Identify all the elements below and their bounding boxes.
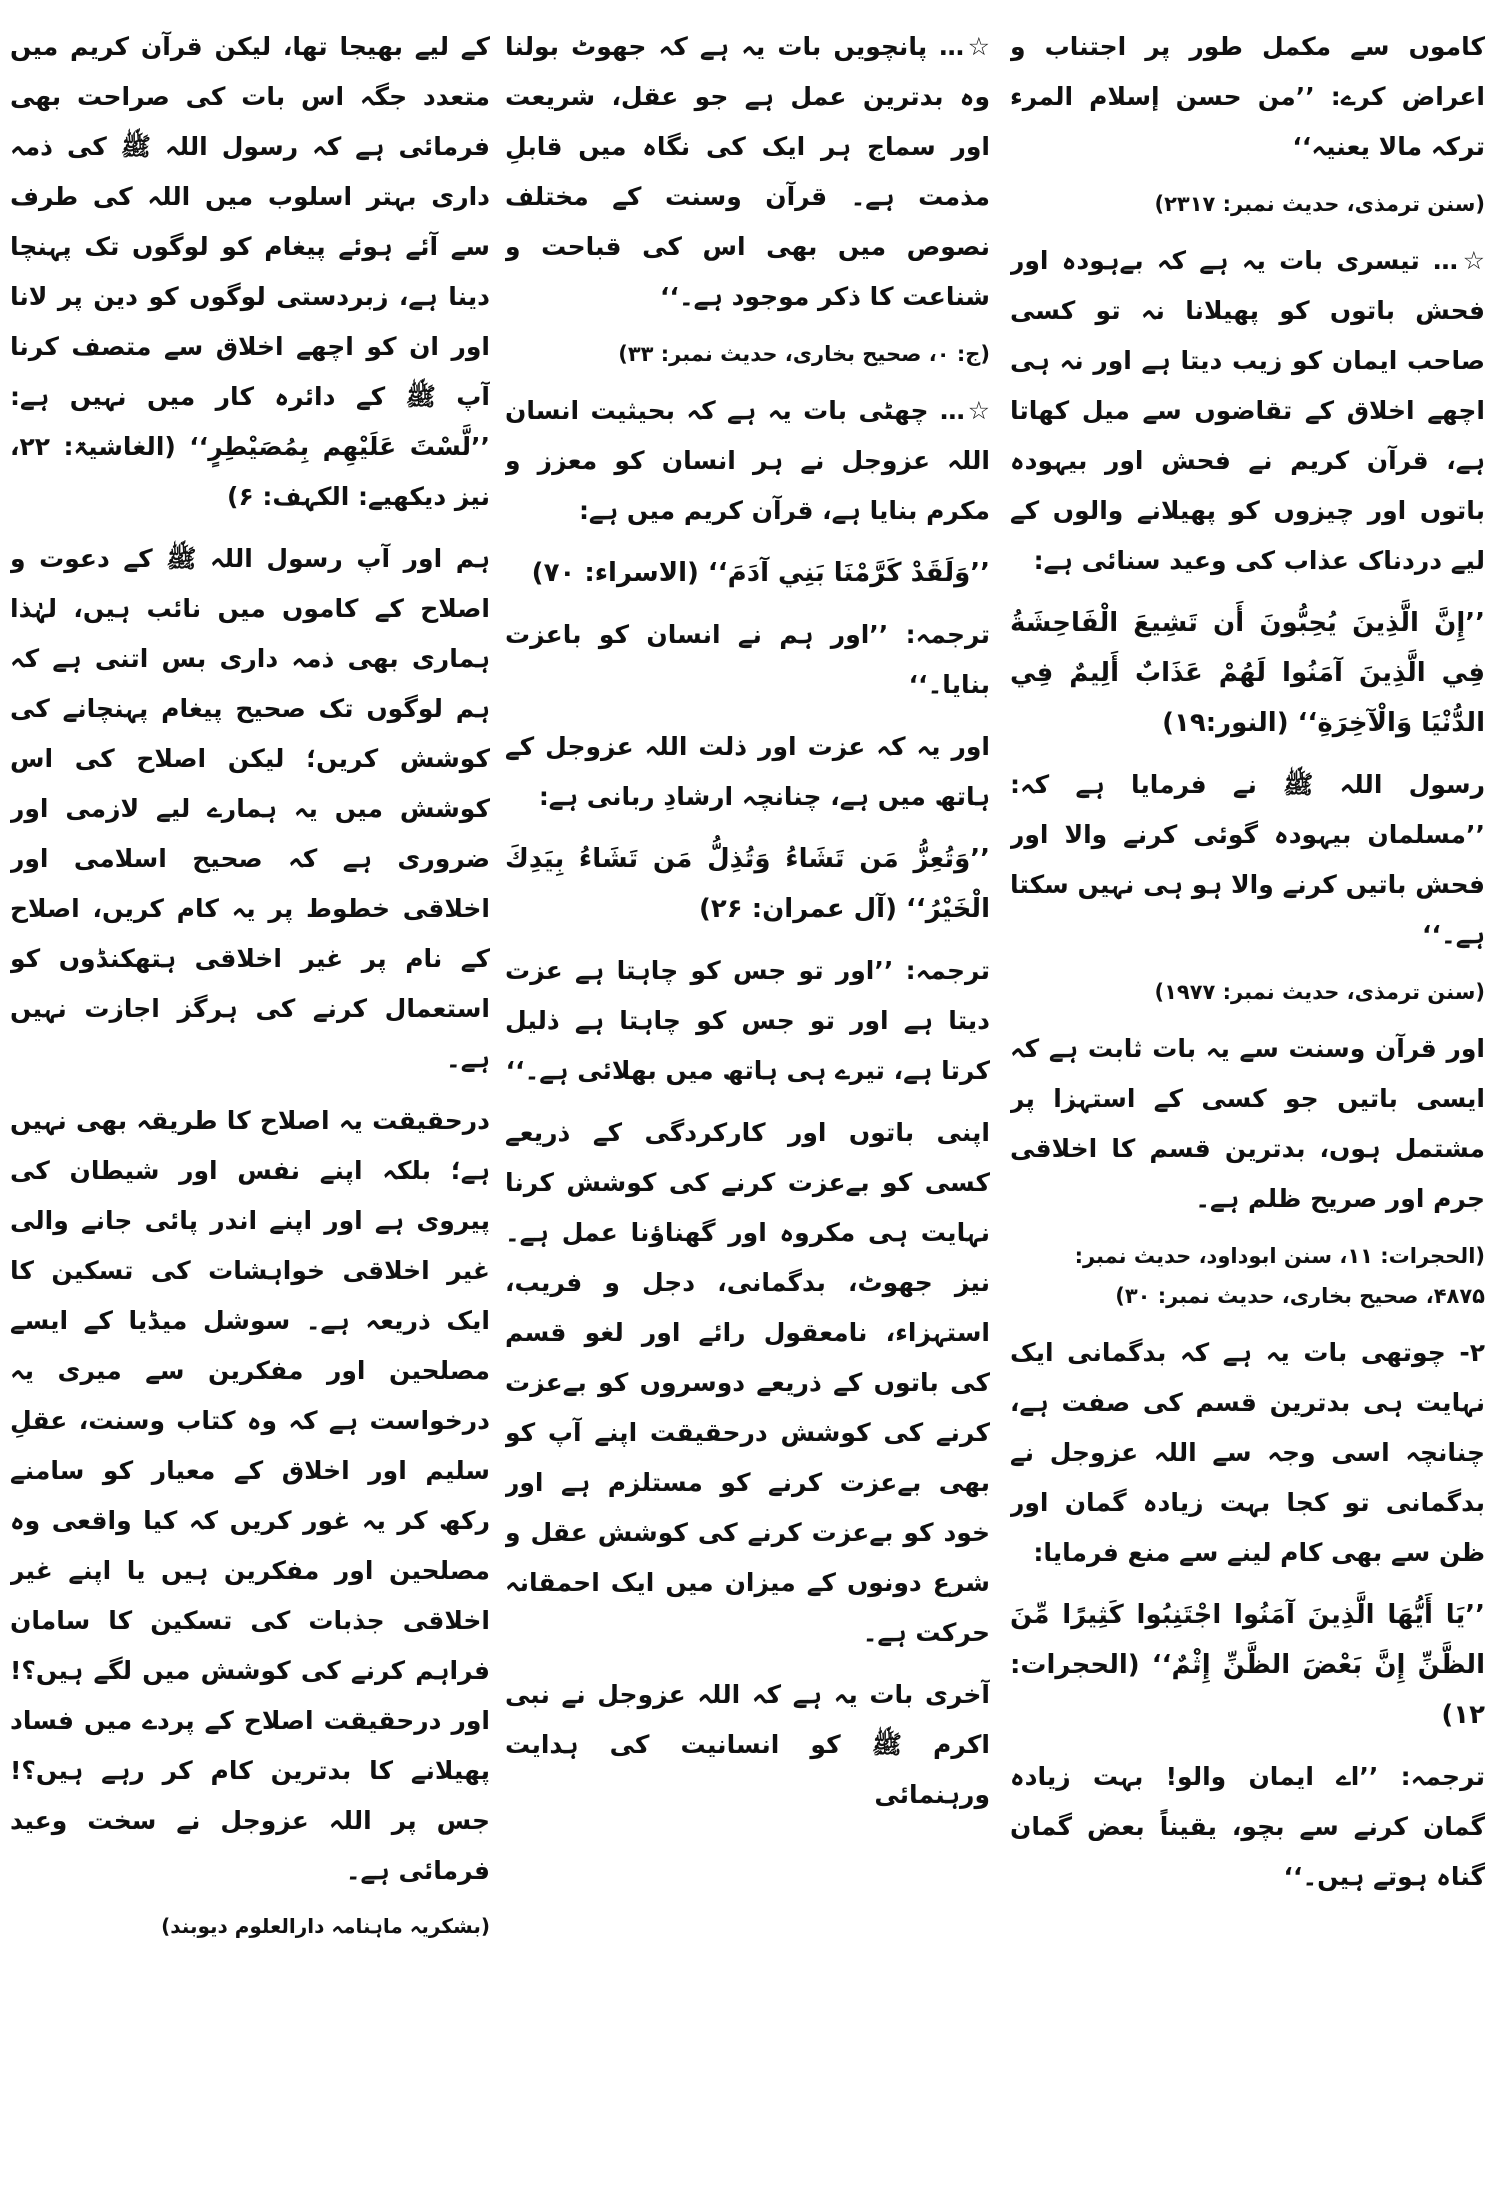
paragraph: ترجمہ: ’’اور تو جس کو چاہتا ہے عزت دیتا ہے اور تو جس کو چاہتا ہے ذلیل کرتا ہے، تیرے ہی ہاتھ میں بھلائی ہے۔‘‘ xyxy=(505,956,990,1085)
reference: (ج: ۰، صحیح بخاری، حدیث نمبر: ۳۳) xyxy=(618,342,990,366)
reference: (سنن ترمذی، حدیث نمبر: ۱۹۷۷) xyxy=(1154,980,1485,1004)
paragraph: ترجمہ: ’’اور ہم نے انسان کو باعزت بنایا۔‘‘ xyxy=(505,620,990,699)
left-column xyxy=(10,22,490,2182)
right-column xyxy=(1010,22,1485,2182)
source-credit: (بشکریہ ماہنامہ دارالعلوم دیوبند) xyxy=(161,1914,490,1938)
paragraph: ترجمہ: ’’اے ایمان والو! بہت زیادہ گمان کرنے سے بچو، یقیناً بعض گمان گناہ ہوتے ہیں۔‘‘ xyxy=(1010,1762,1485,1891)
paragraph: ☆… پانچویں بات یہ ہے کہ جھوٹ بولنا وہ بدترین عمل ہے جو عقل، شریعت اور سماج ہر ایک کی نگاہ میں قابلِ مذمت ہے۔ قرآن وسنت کے مختلف نصوص میں بھی اس کی قباحت و شناعت کا ذکر موجود ہے۔‘‘ xyxy=(505,32,990,311)
paragraph: اپنی باتوں اور کارکردگی کے ذریعے کسی کو بےعزت کرنے کی کوشش کرنا نہایت ہی مکروہ اور گھناؤنا عمل ہے۔ نیز جھوٹ، بدگمانی، دجل و فریب، استہزاء، نامعقول رائے اور لغو قسم کی باتوں کے ذریعے دوسروں کو بےعزت کرنے کی کوشش درحقیقت اپنے آپ کو بھی بےعزت کرنے کو مستلزم ہے اور خود کو بےعزت کرنے کی کوشش عقل و شرع دونوں کے میزان میں ایک احمقانہ حرکت ہے۔ xyxy=(505,1118,990,1647)
paragraph: اور یہ کہ عزت اور ذلت اللہ عزوجل کے ہاتھ میں ہے، چنانچہ ارشادِ ربانی ہے: xyxy=(505,732,990,811)
quran-verse: ’’يَا أَيُّهَا الَّذِينَ آمَنُوا اجْتَنِبُوا كَثِيرًا مِّنَ الظَّنِّ إِنَّ بَعْضَ الظَّنِّ إِثْمٌ‘‘ (الحجرات: ۱۲) xyxy=(1010,1600,1485,1730)
paragraph: رسول اللہ ﷺ نے فرمایا ہے کہ: ’’مسلمان بیہودہ گوئی کرنے والا اور فحش باتیں کرنے والا ہو ہی نہیں سکتا ہے۔‘‘ xyxy=(1010,770,1485,949)
paragraph: ☆… چھٹی بات یہ ہے کہ بحیثیت انسان اللہ عزوجل نے ہر انسان کو معزز و مکرم بنایا ہے، قرآن کریم میں ہے: xyxy=(505,396,990,525)
quran-verse: ’’وَتُعِزُّ مَن تَشَاءُ وَتُذِلُّ مَن تَشَاءُ بِيَدِكَ الْخَيْرُ‘‘ (آل عمران: ۲۶) xyxy=(505,844,990,924)
quran-verse: ’’وَلَقَدْ كَرَّمْنَا بَنِي آدَمَ‘‘ (الاسراء: ۷۰) xyxy=(531,558,990,588)
paragraph: کاموں سے مکمل طور پر اجتناب و اعراض کرے: ’’من حسن إسلام المرء ترکہ مالا یعنیہ‘‘ xyxy=(1010,32,1485,161)
paragraph: ۲- چوتھی بات یہ ہے کہ بدگمانی ایک نہایت ہی بدترین قسم کی صفت ہے، چنانچہ اسی وجہ سے اللہ عزوجل نے بدگمانی تو کجا بہت زیادہ گمان اور ظن سے بھی کام لینے سے منع فرمایا: xyxy=(1010,1338,1485,1567)
paragraph: کے لیے بھیجا تھا، لیکن قرآن کریم میں متعدد جگہ اس بات کی صراحت بھی فرمائی ہے کہ رسول اللہ ﷺ کی ذمہ داری بہتر اسلوب میں اللہ کی طرف سے آئے ہوئے پیغام کو لوگوں تک پہنچا دینا ہے، زبردستی لوگوں کو دین پر لانا اور ان کو اچھے اخلاق سے متصف کرنا آپ ﷺ کے دائرہ کار میں نہیں ہے: ’’لَّسْتَ عَلَيْهِم بِمُصَيْطِرٍ‘‘ (الغاشیۃ: ۲۲، نیز دیکھیے: الکہف: ۶) xyxy=(10,32,490,511)
paragraph: درحقیقت یہ اصلاح کا طریقہ بھی نہیں ہے؛ بلکہ اپنے نفس اور شیطان کی پیروی ہے اور اپنے اندر پائی جانے والی غیر اخلاقی خواہشات کی تسکین کا ایک ذریعہ ہے۔ سوشل میڈیا کے ایسے مصلحین اور مفکرین سے میری یہ درخواست ہے کہ وہ کتاب وسنت، عقلِ سلیم اور اخلاق کے معیار کو سامنے رکھ کر یہ غور کریں کہ کیا واقعی وہ مصلحین اور مفکرین ہیں یا اپنے غیر اخلاقی جذبات کی تسکین کا سامان فراہم کرنے کی کوشش میں لگے ہیں؟! اور درحقیقت اصلاح کے پردے میں فساد پھیلانے کا بدترین کام کر رہے ہیں؟! جس پر اللہ عزوجل نے سخت وعید فرمائی ہے۔ xyxy=(10,1106,490,1885)
middle-column xyxy=(505,22,990,2182)
reference: (سنن ترمذی، حدیث نمبر: ۲۳۱۷) xyxy=(1154,192,1485,216)
paragraph: آخری بات یہ ہے کہ اللہ عزوجل نے نبی اکرم ﷺ کو انسانیت کی ہدایت ورہنمائی xyxy=(505,1680,990,1809)
paragraph: ☆… تیسری بات یہ ہے کہ بےہودہ اور فحش باتوں کو پھیلانا نہ تو کسی صاحب ایمان کو زیب دیتا ہے اور نہ ہی اچھے اخلاق کے تقاضوں سے میل کھاتا ہے، قرآن کریم نے فحش اور بیہودہ باتوں اور چیزوں کو پھیلانے والوں کے لیے دردناک عذاب کی وعید سنائی ہے: xyxy=(1010,246,1485,575)
paragraph: اور قرآن وسنت سے یہ بات ثابت ہے کہ ایسی باتیں جو کسی کے استہزا پر مشتمل ہوں، بدترین قسم کا اخلاقی جرم اور صریح ظلم ہے۔ xyxy=(1010,1034,1485,1213)
reference: (الحجرات: ۱۱، سنن ابوداود، حدیث نمبر: ۴۸۷۵، صحیح بخاری، حدیث نمبر: ۳۰) xyxy=(1074,1244,1485,1308)
paragraph: ہم اور آپ رسول اللہ ﷺ کے دعوت و اصلاح کے کاموں میں نائب ہیں، لہٰذا ہماری بھی ذمہ داری بس اتنی ہے کہ ہم لوگوں تک صحیح پیغام پہنچانے کی کوشش کریں؛ لیکن اصلاح کی اس کوشش میں یہ ہمارے لیے لازمی اور ضروری ہے کہ صحیح اسلامی اور اخلاقی خطوط پر یہ کام کریں، اصلاح کے نام پر غیر اخلاقی ہتھکنڈوں کو استعمال کرنے کی ہرگز اجازت نہیں ہے۔ xyxy=(10,544,490,1073)
quran-verse: ’’إِنَّ الَّذِينَ يُحِبُّونَ أَن تَشِيعَ الْفَاحِشَةُ فِي الَّذِينَ آمَنُوا لَهُمْ عَذَابٌ أَلِيمٌ فِي الدُّنْيَا وَالْآخِرَةِ‘‘ (النور:۱۹) xyxy=(1010,608,1485,738)
